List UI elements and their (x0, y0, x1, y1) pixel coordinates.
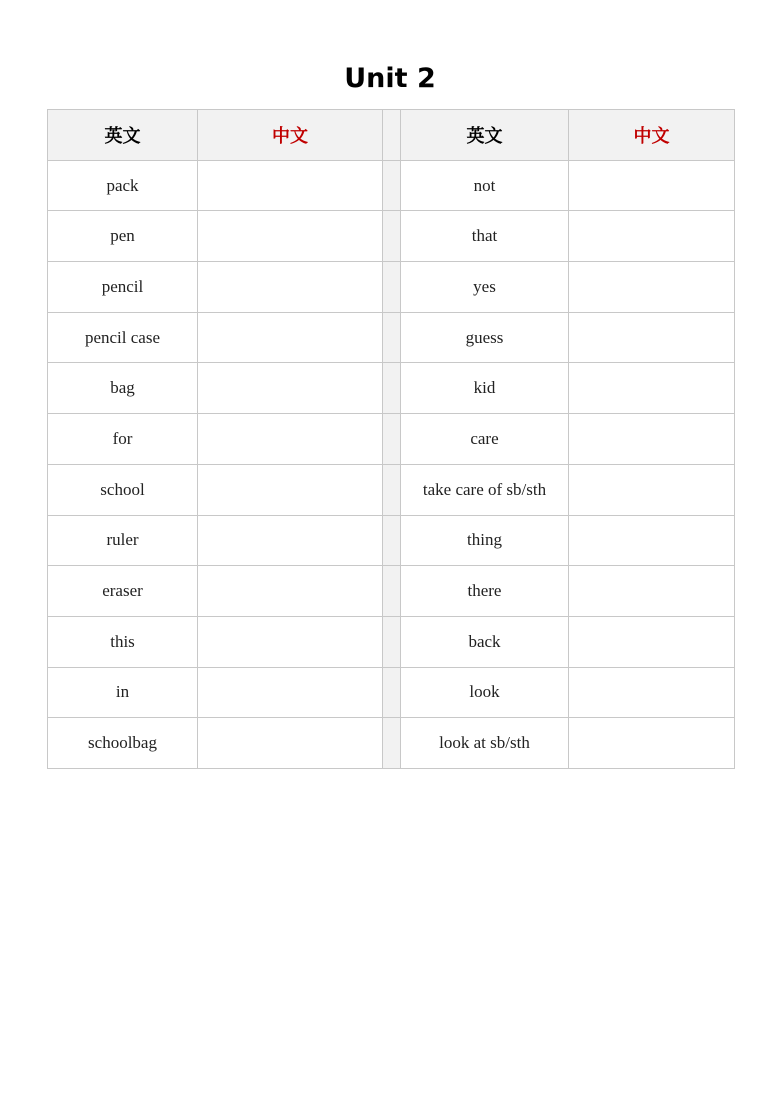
table-row (48, 566, 735, 617)
chinese-answer-cell[interactable] (198, 414, 383, 465)
chinese-answer-cell[interactable] (198, 312, 383, 363)
english-word-cell: pack (48, 160, 198, 211)
english-word-cell: pencil (48, 262, 198, 313)
english-word-cell: not (401, 160, 569, 211)
vocabulary-rows (48, 160, 735, 768)
chinese-answer-cell[interactable] (198, 515, 383, 566)
vocabulary-table (47, 109, 735, 769)
table-row (48, 667, 735, 718)
chinese-answer-cell[interactable] (569, 262, 735, 313)
table-row (48, 160, 735, 211)
english-word-cell: thing (401, 515, 569, 566)
chinese-answer-cell[interactable] (198, 718, 383, 769)
header-row (48, 110, 735, 161)
column-divider (383, 667, 401, 718)
chinese-answer-cell[interactable] (569, 464, 735, 515)
column-divider (383, 414, 401, 465)
column-divider (383, 110, 401, 161)
chinese-answer-cell[interactable] (569, 160, 735, 211)
header-chinese-left: 中文 (198, 110, 383, 161)
column-divider (383, 464, 401, 515)
english-word-cell: pen (48, 211, 198, 262)
chinese-answer-cell[interactable] (569, 566, 735, 617)
header-english-right: 英文 (401, 110, 569, 161)
english-word-cell: back (401, 616, 569, 667)
column-divider (383, 616, 401, 667)
header-english-left: 英文 (48, 110, 198, 161)
english-word-cell: yes (401, 262, 569, 313)
chinese-answer-cell[interactable] (198, 211, 383, 262)
english-word-cell: ruler (48, 515, 198, 566)
english-word-cell: pencil case (48, 312, 198, 363)
header-chinese-right: 中文 (569, 110, 735, 161)
english-word-cell: kid (401, 363, 569, 414)
english-word-cell: take care of sb/sth (401, 464, 569, 515)
english-word-cell: guess (401, 312, 569, 363)
english-word-cell: schoolbag (48, 718, 198, 769)
chinese-answer-cell[interactable] (569, 718, 735, 769)
page-title: Unit 2 (344, 63, 436, 94)
table-row (48, 515, 735, 566)
chinese-answer-cell[interactable] (198, 667, 383, 718)
english-word-cell: look at sb/sth (401, 718, 569, 769)
chinese-answer-cell[interactable] (569, 414, 735, 465)
english-word-cell: in (48, 667, 198, 718)
chinese-answer-cell[interactable] (198, 363, 383, 414)
english-word-cell: for (48, 414, 198, 465)
english-word-cell: this (48, 616, 198, 667)
english-word-cell: care (401, 414, 569, 465)
chinese-answer-cell[interactable] (198, 160, 383, 211)
chinese-answer-cell[interactable] (569, 667, 735, 718)
column-divider (383, 211, 401, 262)
chinese-answer-cell[interactable] (569, 515, 735, 566)
chinese-answer-cell[interactable] (198, 464, 383, 515)
table-row (48, 262, 735, 313)
chinese-answer-cell[interactable] (198, 262, 383, 313)
table-row (48, 211, 735, 262)
table-row (48, 718, 735, 769)
english-word-cell: school (48, 464, 198, 515)
table-row (48, 363, 735, 414)
table-row (48, 464, 735, 515)
table-row (48, 312, 735, 363)
column-divider (383, 160, 401, 211)
column-divider (383, 566, 401, 617)
english-word-cell: there (401, 566, 569, 617)
column-divider (383, 312, 401, 363)
column-divider (383, 363, 401, 414)
chinese-answer-cell[interactable] (569, 363, 735, 414)
column-divider (383, 718, 401, 769)
table-row (48, 616, 735, 667)
english-word-cell: that (401, 211, 569, 262)
chinese-answer-cell[interactable] (569, 312, 735, 363)
chinese-answer-cell[interactable] (198, 616, 383, 667)
english-word-cell: look (401, 667, 569, 718)
english-word-cell: bag (48, 363, 198, 414)
chinese-answer-cell[interactable] (569, 616, 735, 667)
table-row (48, 414, 735, 465)
column-divider (383, 515, 401, 566)
english-word-cell: eraser (48, 566, 198, 617)
chinese-answer-cell[interactable] (569, 211, 735, 262)
column-divider (383, 262, 401, 313)
chinese-answer-cell[interactable] (198, 566, 383, 617)
